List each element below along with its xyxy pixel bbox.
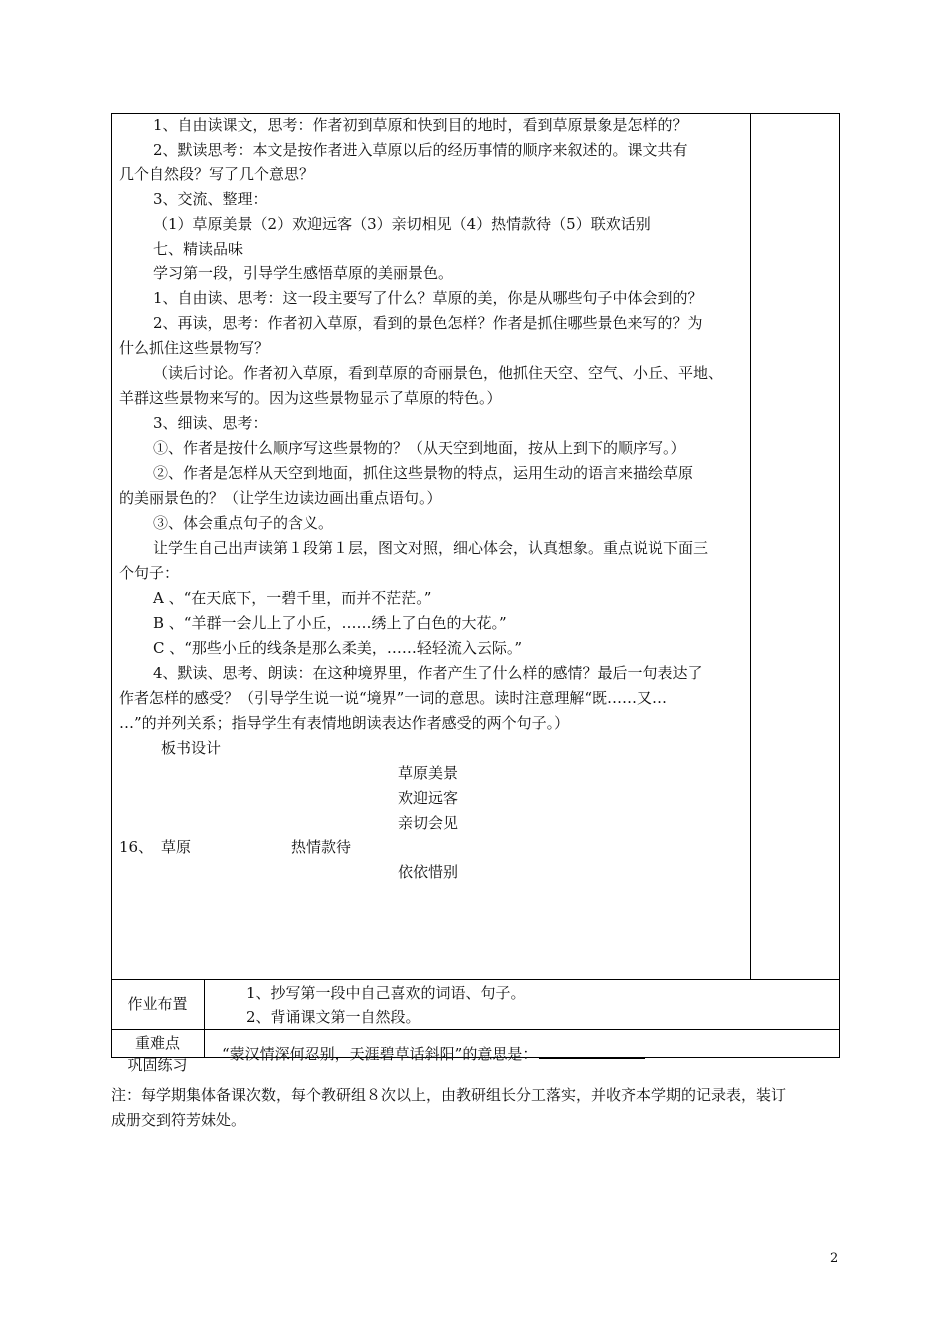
practice-question-text: “蒙汉情深何忍别，天涯碧草话斜阳”的意思是： xyxy=(222,1045,538,1063)
difficulty-label: 重难点 xyxy=(134,1034,180,1052)
lesson-line: 的美丽景色的？（让学生边读边画出重点语句。） xyxy=(119,489,442,507)
label-column-divider xyxy=(204,979,205,1058)
homework-label: 作业布置 xyxy=(127,995,188,1013)
lesson-line: 1、自由读、思考：这一段主要写了什么？草原的美，你是从哪些句子中体会到的？ xyxy=(153,289,703,307)
lesson-line: 4、默读、思考、朗读：在这种境界里，作者产生了什么样的感情？最后一句表达了 xyxy=(153,664,703,682)
lesson-line: 1、自由读课文，思考：作者初到草原和快到目的地时，看到草原景象是怎样的？ xyxy=(153,116,688,134)
homework-line: 1、抄写第一段中自己喜欢的词语、句子。 xyxy=(246,984,526,1002)
lesson-line: B 、“羊群一会儿上了小丘，……绣上了白色的大花。” xyxy=(153,614,507,632)
board-item: 草原美景 xyxy=(398,764,459,782)
lesson-line: （1）草原美景（2）欢迎远客（3）亲切相见（4）热情款待（5）联欢话别 xyxy=(153,215,651,233)
board-title: 草原 xyxy=(161,838,192,856)
practice-label: 巩固练习 xyxy=(127,1056,188,1074)
column-divider xyxy=(750,113,751,979)
lesson-line: A 、“在天底下，一碧千里，而并不茫茫。” xyxy=(153,589,432,607)
lesson-line: 3、细读、思考： xyxy=(153,414,268,432)
lesson-line: ①、作者是按什么顺序写这些景物的？（从天空到地面，按从上到下的顺序写。） xyxy=(153,439,686,457)
row-divider xyxy=(111,1029,840,1030)
lesson-line: 学习第一段，引导学生感悟草原的美丽景色。 xyxy=(153,264,454,282)
lesson-line: 让学生自己出声读第１段第１层，图文对照，细心体会，认真想象。重点说说下面三 xyxy=(153,539,709,557)
lesson-line: ②、作者是怎样从天空到地面，抓住这些景物的特点，运用生动的语言来描绘草原 xyxy=(153,464,694,482)
lesson-line: （读后讨论。作者初入草原，看到草原的奇丽景色，他抓住天空、空气、小丘、平地、 xyxy=(153,364,724,382)
row-divider xyxy=(111,979,840,980)
lesson-line: C 、“那些小丘的线条是那么柔美，……轻轻流入云际。” xyxy=(153,639,523,657)
board-item: 依依惜别 xyxy=(398,863,459,881)
board-item: 热情款待 xyxy=(291,838,352,856)
page-number: 2 xyxy=(830,1251,839,1266)
board-design-heading: 板书设计 xyxy=(161,739,222,757)
lesson-line: 几个自然段？写了几个意思？ xyxy=(119,165,315,183)
lesson-line: 个句子： xyxy=(119,564,180,582)
lesson-line: …”的并列关系；指导学生有表情地朗读表达作者感受的两个句子。） xyxy=(119,714,570,732)
footnote-line: 成册交到符芳妹处。 xyxy=(111,1111,247,1129)
lesson-line: ③、体会重点句子的含义。 xyxy=(153,514,334,532)
board-item: 欢迎远客 xyxy=(398,789,459,807)
section-heading: 七、精读品味 xyxy=(153,240,244,258)
board-item: 亲切会见 xyxy=(398,814,459,832)
footnote-line: 注：每学期集体备课次数，每个教研组８次以上，由教研组长分工落实，并收齐本学期的记录表，装订 xyxy=(111,1086,787,1104)
lesson-line: 作者怎样的感受？（引导学生说一说“境界”一词的意思。读时注意理解“既……又… xyxy=(119,689,668,707)
lesson-line: 羊群这些景物来写的。因为这些景物显示了草原的特色。） xyxy=(119,389,502,407)
answer-blank xyxy=(539,1042,645,1059)
lesson-line: 2、再读，思考：作者初入草原，看到的景色怎样？作者是抓住哪些景色来写的？为 xyxy=(153,314,703,332)
board-number: 16、 xyxy=(119,838,154,856)
homework-line: 2、背诵课文第一自然段。 xyxy=(246,1008,421,1026)
lesson-line: 2、默读思考：本文是按作者进入草原以后的经历事情的顺序来叙述的。课文共有 xyxy=(153,141,688,159)
lesson-line: 3、交流、整理： xyxy=(153,190,268,208)
practice-question xyxy=(222,1042,645,1066)
lesson-line: 什么抓住这些景物写？ xyxy=(119,339,270,357)
